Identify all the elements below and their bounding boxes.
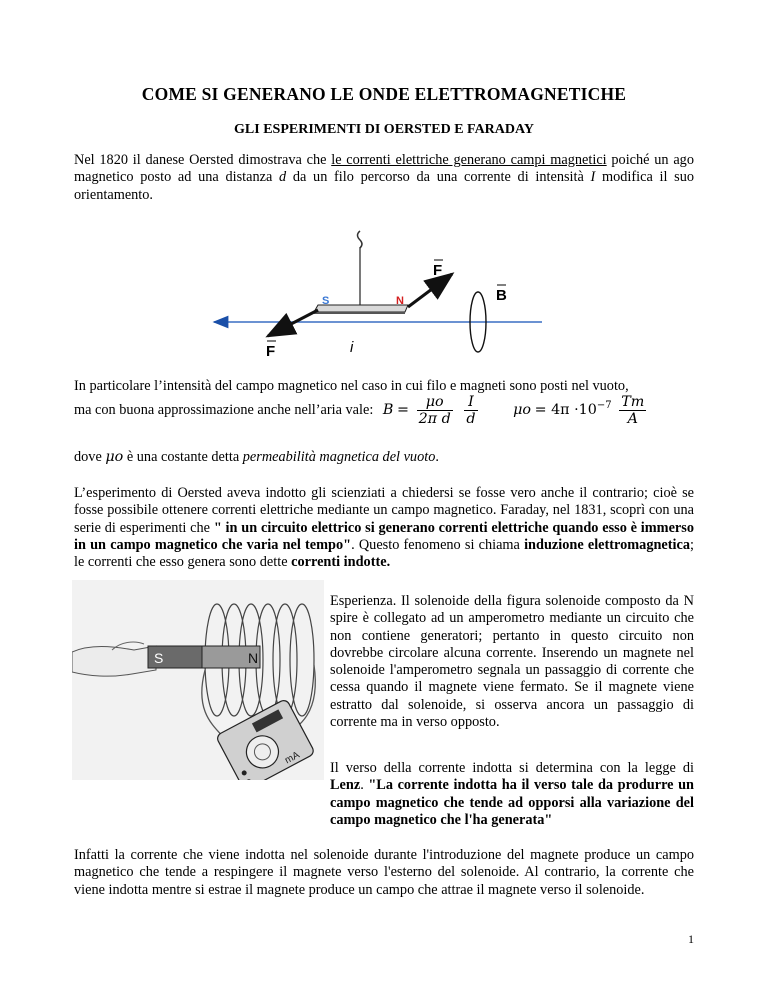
text-run: . Questo fenomeno si chiama [351, 536, 525, 553]
text-run: L’esperimento di Oersted aveva indotto gli scienziati a chiedersi se fosse vero anche il contrario; cioè se fosse possibile ottenere correnti elettriche mediante un campo magnetico. Faraday, nel 1831, scoprì con una serie di esperimenti che [74, 485, 694, 536]
symbol-mu0: μo [513, 401, 531, 418]
text-run: ; le correnti che esso genera sono dette [74, 536, 694, 571]
oersted-paragraph [74, 152, 694, 204]
term-induction: induzione elettromagnetica [524, 536, 691, 553]
text-run: dove [74, 449, 106, 465]
lenz-paragraph [330, 760, 694, 829]
needle-side [314, 312, 405, 314]
term-induced-currents: correnti indotte. [291, 554, 391, 571]
permeability-term: permeabilità magnetica del vuoto [242, 449, 436, 465]
label-force-top: F [433, 262, 443, 279]
faraday-paragraph [74, 485, 694, 571]
text-run: è una costante detta [123, 449, 243, 465]
faraday-quote: " in un circuito elettrico si generano correnti elettriche quando esso è immerso in un campo magnetico che varia nel tempo" [74, 519, 694, 553]
unit-den: A [627, 411, 638, 427]
page-title: COME SI GENERANO LE ONDE ELETTROMAGNETICHE [141, 84, 627, 104]
unit-fraction [619, 394, 646, 427]
final-paragraph: Infatti la corrente che viene indotta nel solenoide durante l'introduzione del magnete produce un campo magnetico che tende a respingere il magnete verso l'esterno del solenoide. Al contrario, la corrente che viene indotta mentre si estrae il magnete produce un campo che attrae il magnete verso il solenoide. [74, 847, 694, 898]
underlined-statement: le correnti elettriche generano campi magnetici [331, 152, 607, 168]
label-force-bottom: F [266, 343, 276, 360]
formula-intro: In particolare l’intensità del campo magnetico nel caso in cui filo e magneti sono posti nel vuoto, [74, 378, 629, 394]
variable-I: I [590, 169, 596, 186]
mu0-exponent: −7 [596, 400, 612, 412]
oersted-figure [210, 225, 545, 370]
text-run: modifica il suo orientamento. [74, 169, 694, 203]
frac-num-I: I [464, 394, 477, 411]
lenz-name: Lenz [330, 777, 361, 794]
text-run: . [435, 449, 439, 465]
field-formula-line [74, 394, 650, 427]
symbol-B: B [382, 401, 394, 418]
text-run: poiché un ago magnetico posto ad una distanza [74, 152, 694, 186]
frac-den-2pi: 2π d [418, 411, 451, 427]
frac-den-d: d [466, 411, 476, 427]
mu0-value: = 4π ·10 [534, 401, 597, 418]
force-arrow-top [408, 274, 452, 307]
text-run: . [360, 777, 369, 794]
text-run: Il verso della corrente indotta si determina con la legge di [330, 760, 694, 776]
text-run: Nel 1820 il danese Oersted dimostrava che [74, 152, 332, 168]
hand [72, 646, 156, 676]
unit-num: Tm [621, 394, 645, 410]
label-north: N [396, 295, 404, 307]
permeability-definition [74, 449, 694, 466]
frac-num-mu: μo [417, 394, 453, 411]
solenoid-figure [72, 580, 324, 780]
magnet-label-N: N [248, 650, 259, 666]
variable-d: d [279, 169, 287, 186]
label-current-i: i [350, 339, 354, 356]
fraction-I-over-d [464, 394, 477, 427]
equals-sign: = [397, 401, 409, 418]
section-subtitle: GLI ESPERIMENTI DI OERSTED E FARADAY [234, 122, 534, 137]
suspension-hook [358, 231, 363, 248]
label-field-B: B [496, 287, 507, 304]
page-number: 1 [688, 932, 694, 946]
label-south: S [322, 295, 330, 307]
force-arrow-bottom [268, 310, 318, 336]
ammeter-label: mA [283, 749, 302, 767]
formula-lead: ma con buona approssimazione anche nell’aria vale: [74, 401, 374, 418]
fraction-mu-over-2pi [417, 394, 453, 427]
text-run: da un filo percorso da una corrente di intensità [286, 169, 591, 186]
esperienza-paragraph: Esperienza. Il solenoide della figura solenoide composto da N spire è collegato ad un amperometro mediante un circuito che non contiene generatori; pertanto in questo circuito non dovrebbe circolare alcuna corrente. Inserendo un magnete nel solenoide l'amperometro segnala un passaggio di corrente che cessa quando il magnete viene fermato. Se il magnete viene estratto dal solenoide, si osserva ancora un passaggio di corrente ma in verso opposto. [330, 593, 694, 731]
magnet-label-S: S [154, 650, 164, 666]
lenz-quote: "La corrente indotta ha il verso tale da produrre un campo magnetico che tende ad opporsi alla variazione del campo magnetico che l'ha generata" [330, 777, 694, 828]
symbol-mu0: μo [105, 449, 124, 465]
